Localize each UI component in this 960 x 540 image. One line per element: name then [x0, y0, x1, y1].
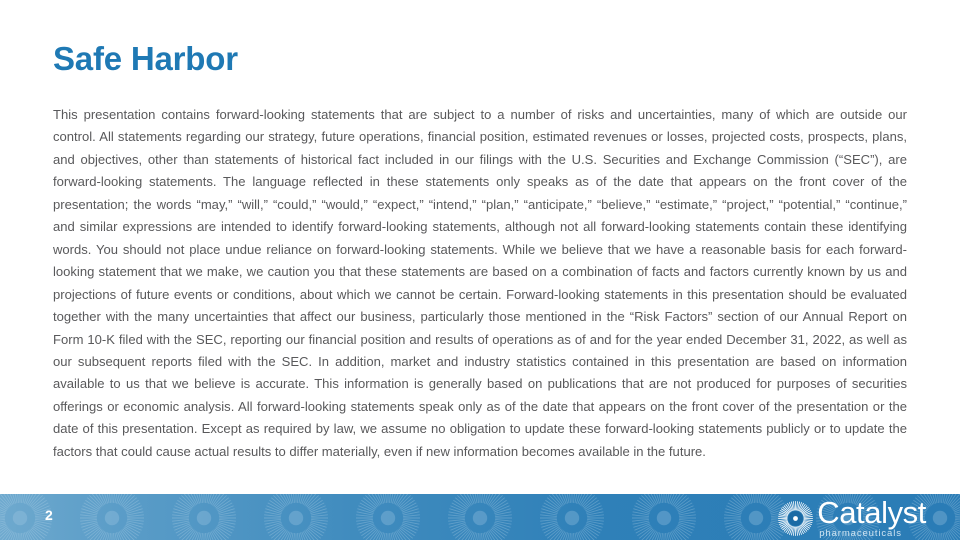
safe-harbor-paragraph: This presentation contains forward-looking statements that are subject to a number of risks and uncertainties, many of which are outside our control. All statements regarding our strategy, future operations, financial position, estimated revenues or losses, projected costs, prospects, plans, and objectives, other than statements of historical fact included in our filings with the U.S. Securities and Exchange Commission (“SEC”), are forward-looking statements. The language reflected in these statements only speaks as of the date that appears on the front cover of the presentation; the words “may,” “will,” “could,” “would,” “expect,” “intend,” “plan,” “anticipate,” “believe,” “estimate,” “project,” “potential,” “continue,” and similar expressions are intended to identify forward-looking statements, although not all forward-looking statements contain these identifying words. You should not place undue reliance on forward-looking statements. While we believe that we have a reasonable basis for each forward-looking statement that we make, we caution you that these statements are based on a combination of facts and factors currently known by us and projections of future events or conditions, about which we cannot be certain. Forward-looking statements in this presentation should be evaluated together with the many uncertainties that affect our business, particularly those mentioned in the “Risk Factors” section of our Annual Report on Form 10-K filed with the SEC, reporting our financial position and results of operations as of and for the year ended December 31, 2022, as well as our subsequent reports filed with the SEC. In addition, market and industry statistics contained in this presentation are based on information available to us that we believe is accurate. This information is generally based on publications that are not produced for purposes of securities offerings or economic analysis. All forward-looking statements speak only as of the date that appears on the front cover of the presentation or the date of this presentation. Except as required by law, we assume no obligation to update these forward-looking statements publicly or to update the factors that could cause actual results to differ materially, even if new information becomes available in the future. — [53, 107, 907, 459]
sunburst-logo-icon — [777, 500, 814, 537]
safe-harbor-body — [53, 104, 907, 463]
page-title: Safe Harbor — [53, 40, 238, 77]
page-number: 2 — [45, 507, 53, 523]
logo-tagline: pharmaceuticals — [819, 527, 902, 539]
company-logo — [777, 494, 926, 539]
logo-wordmark: Catalyst — [817, 494, 926, 530]
logo-text-block — [817, 494, 926, 539]
